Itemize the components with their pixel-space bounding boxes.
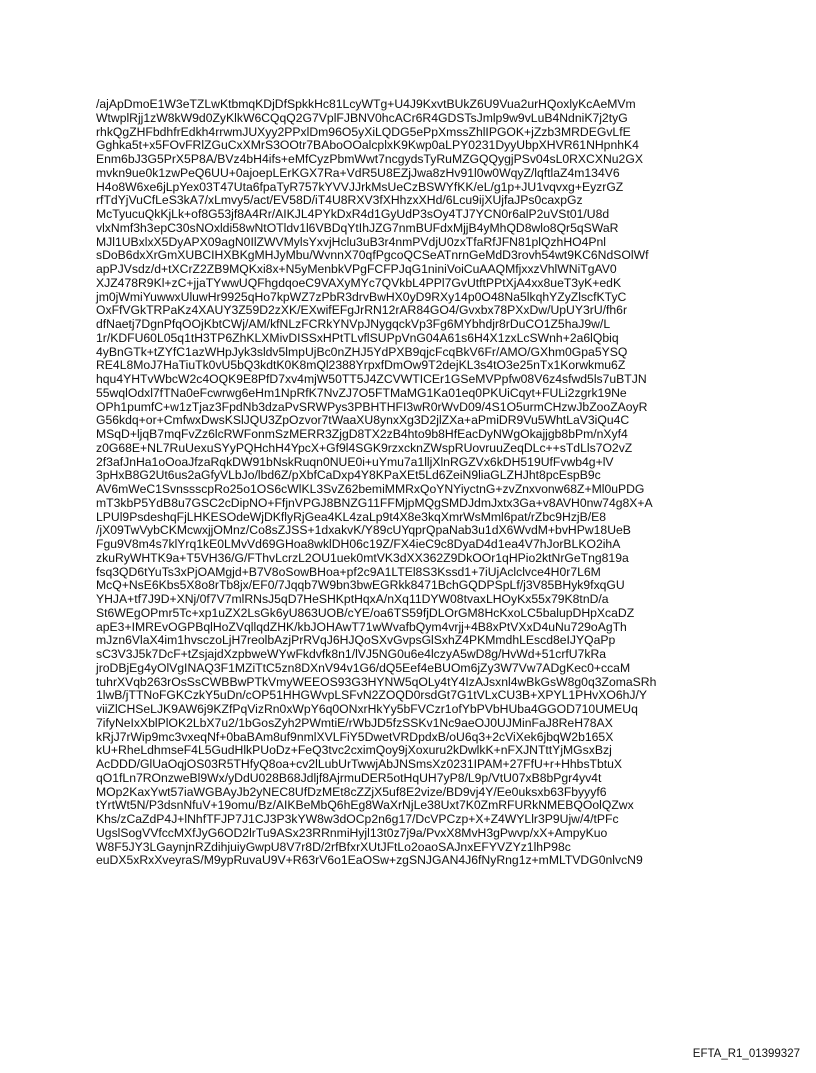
text-line: sDoB6dxXrGmXUBCIHXBKgMHJyMbu/WvnnX70qfPgcoQCSeATnrnGeMdD3rovh54wt9KC6NdSOlWf <box>96 248 649 263</box>
text-line: Gghka5t+x5FOvFRlZGuCxXMrS3OOtr7BAboOOalcplxK9Kwp0aLPY0231DyyUbpXHVR61NHpnhK4 <box>96 138 639 153</box>
text-line: tuhrXVqb263rOsSsCWBBwPTkVmyWEEOS93G3HYNW5qOLy4tY4IzAJsxnl4wBkGsW8g0q3ZomaSRh <box>96 674 657 689</box>
text-line: apPJVsdz/d+tXCrZ2ZB9MQKxi8x+N5yMenbkVPgFCFPJqG1niniVoiCuAAQMfjxxzVhlWNiTgAV0 <box>96 262 617 276</box>
text-line: 1lwB/jTTNoFGKCzkY5uDn/cOP51HHGWvpLSFvN2ZOQD0rsdGt7G1tVLxCU3B+XPYL1PHvXO6hJ/Y <box>96 688 647 703</box>
text-line: MOp2KaxYwt57iaWGBAyJb2yNEC8UfDzMEt8cZZjX5uf8E2vize/BD9vj4Y/Ee0uksxb63Fbyyyf6 <box>96 784 607 799</box>
text-line: McQ+NsE6Kbs5X8o8rTb8jx/EF0/7Jqqb7W9bn3bwEGRkk8471BchGQDPSpLf/j3V85BHyk9fxqGU <box>96 578 625 593</box>
text-line: OxFfVGkTRPaKz4XAUY3Z59D2zXK/EXwifEFgJrRN12rAR84GO4/Gvxbx78PXxDw/UpUY3rU/fh6r <box>96 303 628 318</box>
text-line: euDX5xRxXveyraS/M9ypRuvaU9V+R63rV6o1EaOSw+zgSNJGAN4J6fNyRng1z+mMLTVDG0nlvcN9 <box>96 853 643 868</box>
text-line: rfTdYjVuCfLeS3kA7/xLmvy5/act/EV58D/iT4U8RXV3fXHhzxXHd/6Lcu9ijXUjfaJPs0caxpGz <box>96 193 583 208</box>
text-line: Enm6bJ3G5PrX5P8A/BVz4bH4ifs+eMfCyzPbmWwt7ncgydsTyRuMZGQQygjPSv04sL0RXCXNu2GX <box>96 152 643 166</box>
text-line: mT3kbP5YdB8u7GSC2cDipNO+FfjnVPGJ8BNZG11FFMjpMQgSMDJdmJxtx3Ga+v8AVH0nw74g8X+A <box>96 495 653 510</box>
text-line: Fgu9V8m4s7klYrq1kE0LMvVd69GHoa8wklDH06c19Z/FX4ieC9c8DyaD4d1ea4V7hJorBLKO2ihA <box>96 537 621 551</box>
text-line: qO1fLn7ROnzweBl9Wx/yDdU028B68Jdljf8AjrmuDER5otHqUH7yP8/L9p/VtU07xB8bPgr4yv4t <box>96 770 602 785</box>
text-line: H4o8W6xe6jLpYex03T47Uta6fpaTyR757kYVVJJrkMsUeCzBSWYfKK/eL/g1p+JU1vqvxg+EyzrGZ <box>96 179 624 194</box>
text-line: MJl1UBxlxX5DyAPX09agN0IlZWVMylsYxvjHclu3uB3r4nmPVdjU0zxTfaRfJFN81plQzhHO4Pnl <box>96 234 607 249</box>
text-line: 4yBnGTk+tZYfC1azWHpJyk3sldv5lmpUjBc0nZHJ5YdPXB9qjcFcqBkV6Fr/AMO/GXhm0Gpa5YSQ <box>96 344 628 359</box>
text-line: z0G68E+NL7RuUexuSYyPQHchH4YpcX+Gf9l4SGK9rzxcknZWspRUovruuZeqDLc++sTdLls7O2vZ <box>96 440 633 455</box>
text-line: zkuRyWHTK9a+T5VH36/G/FThvLcrzL2OU1uek0mtVK3dXX362Z9DkOOr1qHPio2ktNrGeTng819a <box>96 550 629 565</box>
text-line: 7ifyNeIxXblPlOK2LbX7u2/1bGosZyh2PWmtiE/rWbJD5fzSSKv1Nc9aeOJ0UJMinFaJ8ReH78AX <box>96 715 613 730</box>
text-line: RE4L8MoJ7HaTiuTk0vU5bQ3kdtK0K8mQl2388YrpxfDmOw9T2dejKL3s4tO3e25nTx1Korwkmu6Z <box>96 358 626 373</box>
text-line: jroDBjEg4yOlVgINAQ3F1MZiTtC5zn8DXnV94v1G6/dQ5Eef4eBUOm6jZy3W7Vw7ADgKec0+ccaM <box>96 660 631 675</box>
text-line: WtwplRjj1zW8kW9d0ZyKlkW6CQqQ2G7VplFJBNV0hcACr6R4GDSTsJmlp9w9vLuB4NdniK7j2tyG <box>96 110 628 125</box>
text-line: hqu4YHTvWbcW2c4OQK9E8PfD7xv4mjW50TT5J4ZCVWTICEr1GSeMVPpfw08V6z4sfwd5ls7uBTJN <box>96 372 647 386</box>
text-line: mJzn6VlaX4im1hvsczoLjH7reolbAzjPrRVqJ6HJQoSXvGvpsGlSxhZ4PKMmdhLEscd8eIJYQaPp <box>96 633 616 648</box>
text-line: mvkn9ue0k1zwPeQ6UU+0ajoepLErKGX7Ra+VdR5U8EZjJwa8zHv91l0w0WqyZ/lqftlaZ4m134V6 <box>96 165 620 180</box>
text-line: viiZlCHSeLJK9AW6j9KZfPqVizRn0xWpY6q0ONxrHkYy5bFVCzr1ofYbPVbHUba4GGOD710UMEUq <box>96 702 638 716</box>
text-line: jm0jWmiYuwwxUluwHr9925qHo7kpWZ7zPbR3drvBwHX0yD9RXy14p0O48Na5lkqhYZyZlscfKTyC <box>96 289 627 304</box>
text-line: MSqD+ljqB7mqFvZz6lcRWFonmSzMERR3ZjgD8TX2zB4hto9b8HfEacDyNWgOkajjgb8bPm/nXyf4 <box>96 427 628 441</box>
text-line: dfNaetj7DgnPfqOOjKbtCWj/AM/kfNLzFCRkYNVpJNygqckVp3Fg6MYbhdjr8rDuCO1Z5haJ9w/L <box>96 317 611 331</box>
text-line: /jX09TwVybCKMcwxjjOMnz/Co8sZJSS+1dxakvK/Y89cUYqprQpaNab3u1dX6WvdM+bvHPw18UeB <box>96 523 631 538</box>
text-line: fsq3QD6tYuTs3xPjOAMgjd+B7V8oSowBHoa+pf2c9A1LTEl8S3Kssd1+7iUjAclclvce4H0r7L6M <box>96 564 601 579</box>
text-line: apE3+IMREvOGPBqlHoZVqllqdZHK/kbJOHAwT71wWvafbQym4vrjj+4B8xPtVXxD4uNu729oAgTh <box>96 619 627 634</box>
text-line: tYrtWt5N/P3dsnNfuV+19omu/Bz/AIKBeMbQ6hEg8WaXrNjLe38Uxt7K0ZmRFURkNMEBQOolQZwx <box>96 798 634 813</box>
text-line: 3pHxB8G2Ut6us2aGfyVLbJo/lbd6Z/pXbfCaDxp4Y8KPaXEt5Ld6ZeiN9liaGLZHJht8pcEspB9c <box>96 468 601 483</box>
text-line: AV6mWeC1SvnssscpRo25o1OS6cWlKL3SvZ62bemiMMRxQoYNYiyctnG+zvZnxvonw68Z+Ml0uPDG <box>96 482 645 496</box>
text-line: 55wqlOdxl7fTNa0eFcwrwg6eHm1NpRfK7NvZJ7O5FTMaMG1Ka01eq0PKUiCqyt+FULi2zgrk19Ne <box>96 385 627 400</box>
text-line: Khs/zCaZdP4J+lNhfTFJP7J1CJ3P3kYW8w3dOCp2n6g17/DcVPCzp+X+Z4WYLlr3P9Ujw/4/tPFc <box>96 812 619 826</box>
text-line: UgslSogVVfccMXfJyG6OD2lrTu9ASx23RRnmiHyjl13t0z7j9a/PvxX8MvH3gPwvp/xX+AmpyKuo <box>96 825 608 840</box>
encoded-text-block <box>96 98 816 868</box>
text-line: AcDDD/GlUaOqjOS03R5THfyQ8oa+cv2lLubUrTwwjAbJNSmsXz0231IPAM+27FfU+r+HhbsTbtuX <box>96 757 623 771</box>
text-line: W8F5JY3LGaynjnRZdihjuiyGwpU8V7r8D/2rfBfxrXUtJFtLo2oaoSAJnxEFYVZYz1lhP98c <box>96 839 571 854</box>
text-line: YHJA+tf7J9D+XNj/0f7V7mlRNsJ5qD7HeSHKptHqxA/nXq11DYW08tvaxLHOyKx55x79K8tnD/a <box>96 592 609 606</box>
text-line: XJZ478R9Kl+zC+jjaTYwwUQFhgdqoeC9VAXyMYc7QVkbL4PPl7GvUtftPPtXjA4xx8ueT3yK+edK <box>96 275 622 290</box>
text-line: vlxNmf3h3epC30sNOxldi58wNtOTldv1l6VBDqYtIhJZG7nmBUFdxMjjB4yMhQD8wlo8Qr5qSWaR <box>96 220 619 235</box>
text-line: /ajApDmoE1W3eTZLwKtbmqKDjDfSpkkHc81LcyWTg+U4J9KxvtBUkZ6U9Vua2urHQoxlyKcAeMVm <box>96 97 636 111</box>
text-line: G56kdq+or+CmfwxDwsKSlJQU3ZpOzvor7tWaaXU8ynxXg3D2jlZXa+aPmiDR9Vu5WhtLaV3iQu4C <box>96 413 630 428</box>
text-line: 2f3afJnHa1oOoaJfzaRqkDW91bNskRuqn0NUE0i+uYmu7a1lljXlnRGZVx6kDH519UfFvwb4g+lV <box>96 454 614 469</box>
text-line: kRjJ7rWip9mc3vxeqNf+0baBAm8uf9nmlXVLFiY5DwetVRDpdxB/oU6q3+2cViXek6jbqW2b165X <box>96 729 614 744</box>
text-line: kU+RheLdhmseF4L5GudHlkPUoDz+FeQ3tvc2cximQoy9jXoxuru2kDwlkK+nFXJNTttYjMGsxBzj <box>96 743 612 758</box>
text-line: 1r/KDFU60L05q1tH3TP6ZhKLXMivDISSxHPtTLvflSUPpVnG04A61s6H4X1zxLcSWnh+2a6lQbiq <box>96 330 619 345</box>
text-line: rhkQgZHFbdhfrEdkh4rrwmJUXyy2PPxlDm96O5yXiLQDG5ePpXmssZhlIPGOK+jZzb3MRDEGvLfE <box>96 124 631 139</box>
text-line: St6WEgOPmr5Tc+xp1uZX2LsGk6yU863UOB/cYE/oa6TS59fjDLOrGM8HcKxoLC5balupDHpXcaDZ <box>96 605 635 620</box>
bates-number: EFTA_R1_01399327 <box>692 1048 800 1060</box>
text-line: OPh1pumfC+w1zTjaz3FpdNb3dzaPvSRWPys3PBHTHFI3wR0rWvD09/4S1O5urmCHzwJbZooZAoyR <box>96 399 648 414</box>
text-line: McTyucuQkKjLk+of8G53jf8A4Rr/AIKJL4PYkDxR4d1GyUdP3sOy4TJ7YCN0r6alP2uVSt01/U8d <box>96 207 610 221</box>
text-line: LPUl9PsdeshqFjLHKESOdeWjDKflyRjGea4KL4zaLp9t4X8e3kqXmrWsMml6pat/rZbc9HzjB/E8 <box>96 509 607 524</box>
text-line: sC3V3J5k7DcF+tZsjajdXzpbweWYwFkdvfk8n1/lVJ5NG0u6e4lczyA5wD8g/HvWd+51crfU7kRa <box>96 647 607 661</box>
